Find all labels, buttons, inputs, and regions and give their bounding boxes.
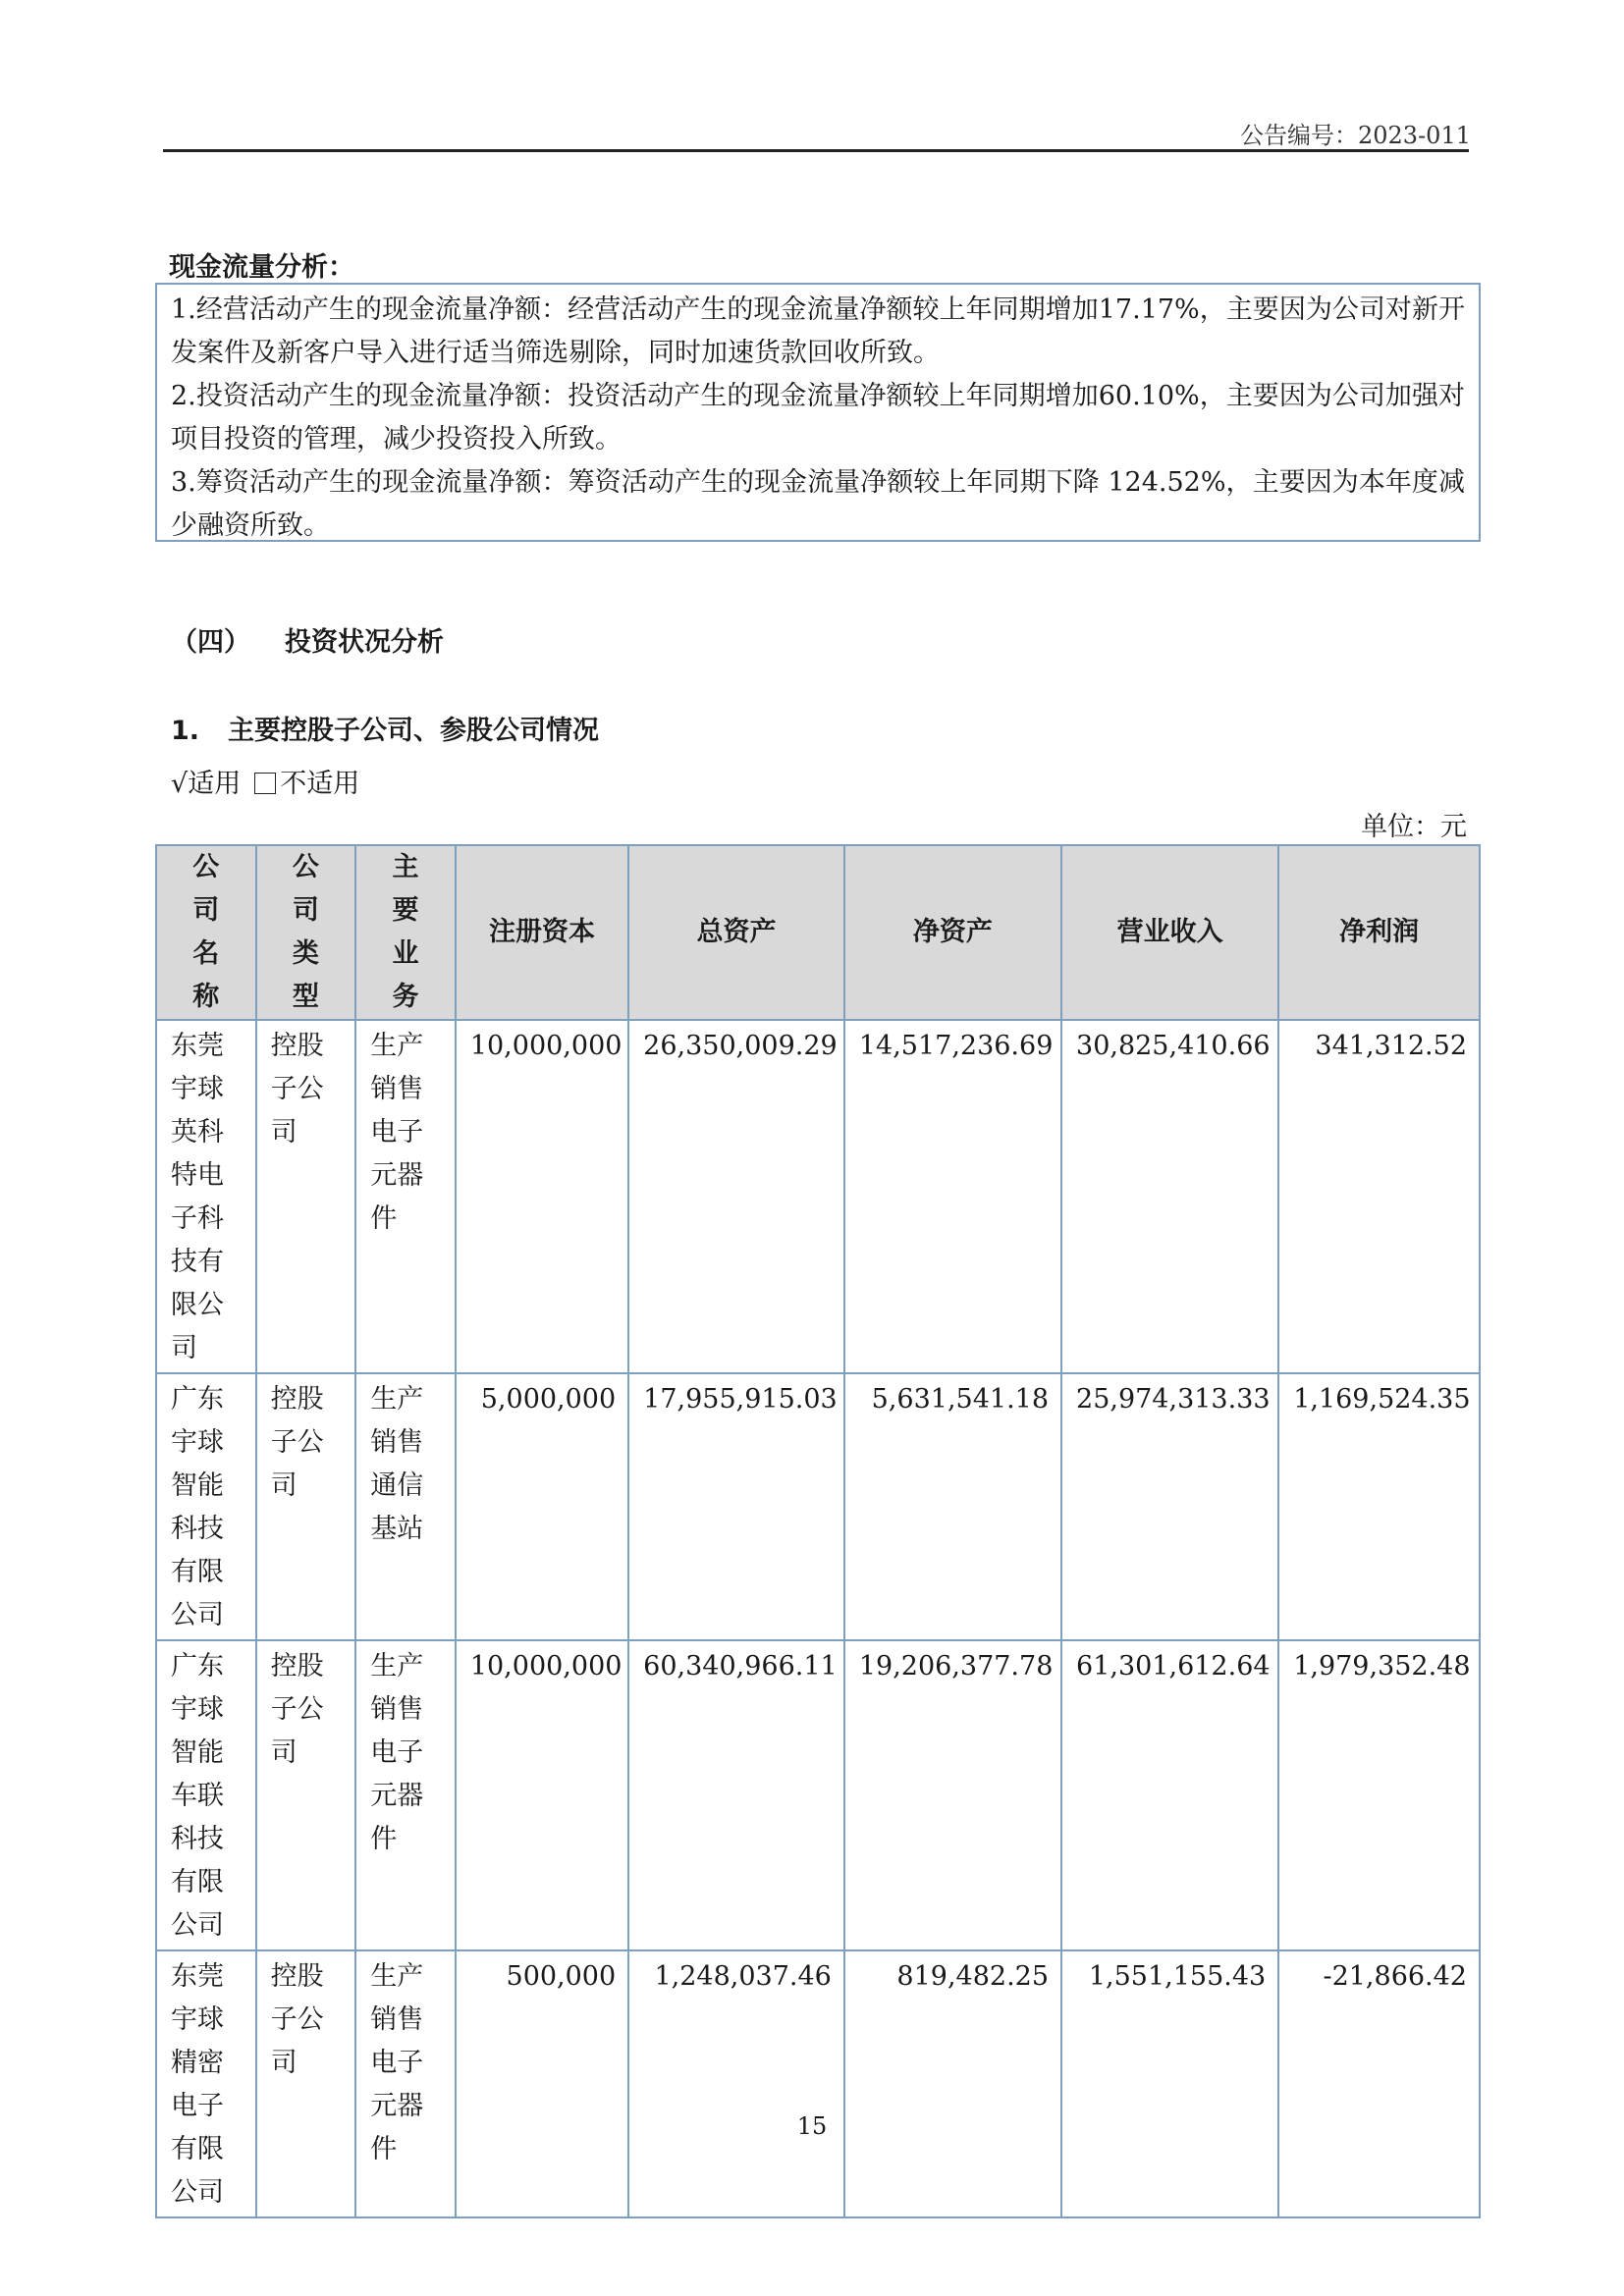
table-header-row (156, 845, 1480, 1020)
section-heading-investment (171, 620, 444, 659)
cash-flow-box (155, 283, 1481, 542)
applicability-options (171, 762, 359, 800)
cell-company-type: 控股子公司 (256, 1950, 356, 2217)
cell-net-assets: 819,482.25 (844, 1950, 1061, 2217)
announcement-number: 公告编号：2023-011 (1240, 122, 1471, 149)
cell-revenue: 61,301,612.64 (1061, 1640, 1278, 1950)
cell-total-assets: 1,248,037.46 (628, 1950, 844, 2217)
cell-main-business: 生产销售电子元器件 (355, 1950, 456, 2217)
section-title: 投资状况分析 (285, 627, 444, 658)
cell-registered-capital: 10,000,000 (456, 1020, 628, 1373)
page-number: 15 (796, 2112, 828, 2140)
header-total-assets: 总资产 (628, 845, 844, 1020)
header-rule (163, 149, 1469, 152)
unit-label: 单位：元 (1361, 812, 1467, 842)
cell-net-profit: 1,169,524.35 (1278, 1373, 1480, 1640)
cell-main-business: 生产销售电子元器件 (355, 1640, 456, 1950)
header-company-type: 公司类型 (256, 845, 356, 1020)
cell-registered-capital: 5,000,000 (456, 1373, 628, 1640)
subsection-number: 1. (171, 716, 200, 746)
cell-company-name: 广东宇球智能科技有限公司 (156, 1373, 256, 1640)
cell-net-assets: 5,631,541.18 (844, 1373, 1061, 1640)
subsection-heading-subsidiaries (171, 709, 599, 747)
cell-net-profit: 341,312.52 (1278, 1020, 1480, 1373)
section-number: （四） (171, 627, 250, 658)
subsection-title: 主要控股子公司、参股公司情况 (228, 716, 599, 746)
cell-net-assets: 14,517,236.69 (844, 1020, 1061, 1373)
cell-registered-capital: 10,000,000 (456, 1640, 628, 1950)
cell-registered-capital: 500,000 (456, 1950, 628, 2217)
cell-net-assets: 19,206,377.78 (844, 1640, 1061, 1950)
cash-flow-paragraph-financing: 3.筹资活动产生的现金流量净额：筹资活动产生的现金流量净额较上年同期下降 124.52%，主要因为本年度减少融资所致。 (171, 467, 1465, 541)
cell-company-type: 控股子公司 (256, 1373, 356, 1640)
cell-revenue: 25,974,313.33 (1061, 1373, 1278, 1640)
cell-revenue: 30,825,410.66 (1061, 1020, 1278, 1373)
header-company-name: 公司名称 (156, 845, 256, 1020)
header-net-profit: 净利润 (1278, 845, 1480, 1020)
cell-company-type: 控股子公司 (256, 1020, 356, 1373)
cell-total-assets: 17,955,915.03 (628, 1373, 844, 1640)
header-net-assets: 净资产 (844, 845, 1061, 1020)
header-revenue: 营业收入 (1061, 845, 1278, 1020)
header-registered-capital: 注册资本 (456, 845, 628, 1020)
not-applicable-label: 不适用 (280, 769, 360, 799)
cell-total-assets: 60,340,966.11 (628, 1640, 844, 1950)
subsidiaries-table (155, 844, 1481, 2218)
table-row (156, 1640, 1480, 1950)
cell-net-profit: -21,866.42 (1278, 1950, 1480, 2217)
table-row (156, 1020, 1480, 1373)
unchecked-box-icon (254, 773, 276, 794)
applicable-checked: √适用 (171, 769, 242, 799)
table-row (156, 1373, 1480, 1640)
cell-company-type: 控股子公司 (256, 1640, 356, 1950)
cash-flow-title: 现金流量分析： (169, 252, 354, 283)
cell-main-business: 生产销售通信基站 (355, 1373, 456, 1640)
cell-net-profit: 1,979,352.48 (1278, 1640, 1480, 1950)
cell-revenue: 1,551,155.43 (1061, 1950, 1278, 2217)
table-row (156, 1950, 1480, 2217)
cell-total-assets: 26,350,009.29 (628, 1020, 844, 1373)
header-main-business: 主要业务 (355, 845, 456, 1020)
cell-company-name: 东莞宇球精密电子有限公司 (156, 1950, 256, 2217)
cash-flow-paragraph-investing: 2.投资活动产生的现金流量净额：投资活动产生的现金流量净额较上年同期增加60.10%，主要因为公司加强对项目投资的管理，减少投资投入所致。 (171, 381, 1465, 454)
cell-company-name: 广东宇球智能车联科技有限公司 (156, 1640, 256, 1950)
cash-flow-paragraph-operating: 1.经营活动产生的现金流量净额：经营活动产生的现金流量净额较上年同期增加17.17%，主要因为公司对新开发案件及新客户导入进行适当筛选剔除，同时加速货款回收所致。 (171, 294, 1465, 368)
cell-main-business: 生产销售电子元器件 (355, 1020, 456, 1373)
cell-company-name: 东莞宇球英科特电子科技有限公司 (156, 1020, 256, 1373)
